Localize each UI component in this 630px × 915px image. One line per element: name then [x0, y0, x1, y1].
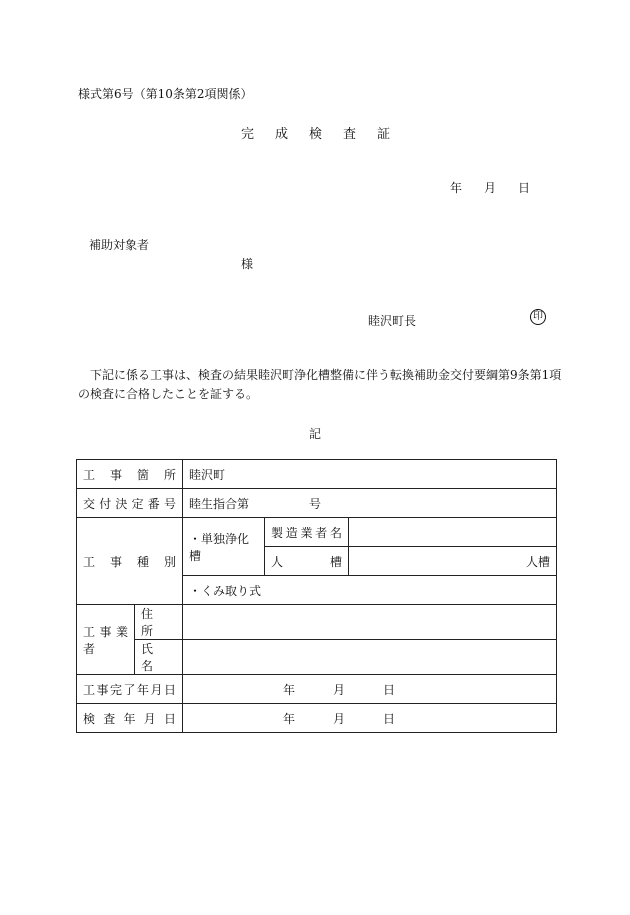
table-row — [77, 489, 557, 518]
contractor-address-value — [183, 605, 557, 640]
completion-date-value — [183, 675, 557, 704]
inspection-year: 年 — [283, 711, 296, 726]
decision-number-suffix: 号 — [309, 496, 322, 511]
manufacturer-value — [349, 518, 557, 547]
contractor-address-label: 住 所 — [135, 605, 183, 640]
contractor-label: 工事業者 — [77, 605, 135, 675]
work-type-label: 工 事 種 別 — [77, 518, 183, 605]
location-label: 工 事 箇 所 — [77, 460, 183, 489]
capacity-label: 人 槽 — [265, 547, 349, 576]
seal-mark: 印 — [530, 309, 546, 325]
title-char: 完 — [241, 127, 255, 142]
certification-line-2: の検査に合格したことを証する。 — [78, 387, 259, 401]
table-row — [77, 704, 557, 733]
table-row — [77, 605, 557, 640]
certificate-table — [76, 459, 557, 733]
issue-day: 日 — [518, 181, 531, 195]
completion-date-label: 工事完了年月日 — [77, 675, 183, 704]
completion-month: 月 — [333, 682, 346, 697]
certification-line-1: 下記に係る工事は、検査の結果睦沢町浄化槽整備に伴う転換補助金交付要綱第9条第1項 — [90, 368, 562, 382]
title-char: 証 — [377, 127, 391, 142]
issue-month: 月 — [484, 181, 497, 195]
completion-year: 年 — [283, 682, 296, 697]
capacity-unit: 人槽 — [349, 547, 557, 576]
inspection-date-value — [183, 704, 557, 733]
work-type-option-pit: ・くみ取り式 — [183, 576, 557, 605]
contractor-name-value — [183, 640, 557, 675]
decision-number-value — [183, 489, 557, 518]
issuer: 睦沢町長 — [368, 314, 417, 328]
issue-year: 年 — [450, 181, 463, 195]
title-char: 査 — [343, 127, 357, 142]
decision-number-prefix: 睦生指合第 — [189, 496, 250, 511]
work-type-option-septic: ・単独浄化槽 — [183, 518, 265, 576]
honorific: 様 — [241, 257, 254, 271]
location-value: 睦沢町 — [183, 460, 557, 489]
page-title — [241, 123, 411, 142]
completion-day: 日 — [383, 682, 396, 697]
table-row — [77, 460, 557, 489]
decision-number-label: 交付決定番号 — [77, 489, 183, 518]
ki-heading: 記 — [309, 427, 322, 441]
title-char: 成 — [275, 127, 289, 142]
table-row — [77, 518, 557, 547]
title-char: 検 — [309, 127, 323, 142]
inspection-day: 日 — [383, 711, 396, 726]
issue-date — [450, 179, 552, 196]
table-row — [77, 675, 557, 704]
contractor-name-label: 氏 名 — [135, 640, 183, 675]
form-number: 様式第6号（第10条第2項関係） — [78, 87, 253, 101]
certification-text — [78, 366, 578, 404]
inspection-month: 月 — [333, 711, 346, 726]
inspection-date-label: 検査年月日 — [77, 704, 183, 733]
table-row — [77, 640, 557, 675]
recipient-label: 補助対象者 — [89, 238, 150, 252]
manufacturer-label: 製造業者名 — [265, 518, 349, 547]
